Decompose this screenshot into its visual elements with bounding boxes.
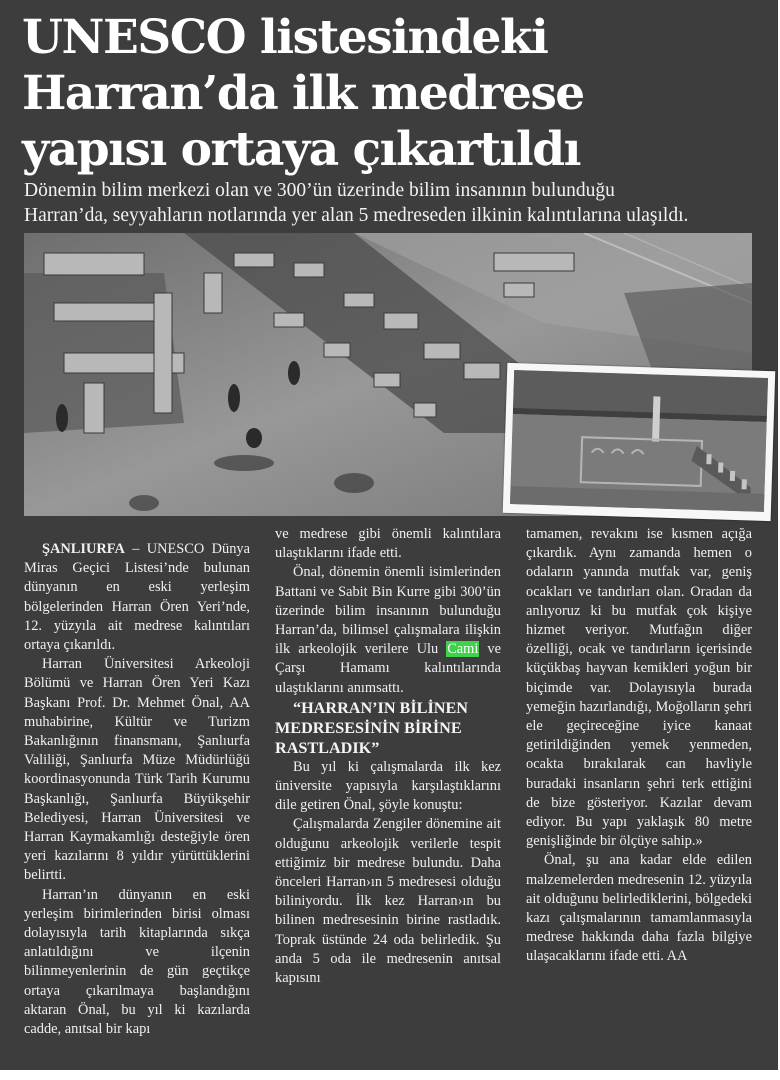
paragraph: Önal, dönemin önemli isimlerinden Battani ve Sabit Bin Kurre gibi 300’ün üzerinde bilim insanının bulunduğu Harran’da, bilimsel çalışmalara ilişkin ilk arkeolojik verilere Ulu Cami ve Çarşı Hamamı kalıntılarında ulaştıklarını anımsattı. [275,564,501,696]
headline-line: Harran’da ilk medrese [22,66,584,121]
article-body [24,526,756,1065]
headline [22,10,762,178]
paragraph: Çalışmalarda Zengiler dönemine ait olduğunu arkeolojik verilerle tespit ettiğimiz bir medrese bulundu. Daha önceleri Harran›ın 5 medresesi olduğu biliniyordu. İlk kez Harran›ın bu bilinen medresesinin birine rastladık. Toprak üstünde 24 oda belirledik. Şu anda 5 oda ile medresenin anıtsal kapısını [275,816,501,987]
subheading: “HARRAN’IN BİLİNEN MEDRESESİNİN BİRİNE RASTLADIK” [275,698,468,757]
deck-line: Harran’da, seyyahların notlarında yer alan 5 medreseden ilkinin kalıntılarına ulaşıldı. [24,205,689,226]
minaret [652,396,660,441]
harran-mosque-ruins-photo [510,370,768,512]
highlighted-word: Cami [447,641,479,658]
paragraph: Harran Üniversitesi Arkeoloji Bölümü ve Harran Ören Yeri Kazı Başkanı Prof. Dr. Mehmet Önal, AA muhabirine, Kültür ve Turizm Bakanlığının finansmanı, Şanlıurfa Valiliği, Şanlıurfa Müze Müdürlüğü koordinasyonunda Türk Tarih Kurumu Başkanlığı, Şanlıurfa Büyükşehir Belediyesi, Harran Üniversitesi ve Harran Kaymakamlığı desteğiyle ören yeri kazılarını 8 yıldır yürüttüklerini belirtti. [24,656,250,884]
paragraph: Bu yıl ki çalışmalarda ilk kez üniversite yapısıyla karşılaştıklarını dile getiren Önal, şöyle konuştu: [275,758,501,814]
article-column-1 [24,540,250,1039]
article-column-2 [275,525,501,988]
paragraph: Harran’ın dünyanın en eski yerleşim birimlerinden birisi olması dolayısıyla tarih kitaplarında sıkça anlatıldığını ve ilçenin bilinmeyenlerinin de gün geçtikçe ortaya çıkarılmaya başlandığını aktaran Önal, bu yıl ki kazılarda cadde, anıtsal bir kapı [24,886,250,1038]
headline-line: yapısı ortaya çıkartıldı [22,122,580,177]
inset-photo-art [510,370,768,512]
deck-subtitle [24,178,756,228]
inset-photo-frame [503,363,776,521]
paragraph: Önal, şu ana kadar elde edilen malzemelerden medresenin 12. yüzyıla ait olduğunu belirlediklerini, bölgedeki kazı çalışmalarının tamamlanmasıyla medrese hakkında daha fazla bilgiye ulaşacaklarını ifade etti. AA [526,852,752,965]
article-column-3 [526,525,752,967]
paragraph: tamamen, revakını ise kısmen açığa çıkardık. Aynı zamanda hemen o odaların yanında mutfak var, geniş ocakları ve tandırları olan. Oradan da anlıyoruz ki bu mutfak çok kişiye hizmet veriyor. Mutfağın diğer özelliği, ocak ve tandırların içerisinde küçükbaş hayvan kemikleri yoğun bir biçimde var. Dolayısıyla burada yemeğin hazırlandığı, Moğolların şehri ele geçireceğine iyice kanaat getirildiğinden yemek yenmeden, ocakta bırakılarak can havliyle buradaki insanların şehri terk ettiğini de bize gösteriyor. Kazılar devam ediyor. Bu yapı yaklaşık 80 metre genişliğinde bir ölçüye sahip.» [526,526,752,850]
headline-line: UNESCO listesindeki [22,10,548,65]
paragraph: ŞANLIURFA – UNESCO Dünya Miras Geçici Listesi’nde bulunan dünyanın en eski yerleşim bölgelerinden Harran Ören Yeri’nde, 12. yüzyıla ait medrese kalıntıları ortaya çıkarıldı. [24,541,250,654]
deck-line: Dönemin bilim merkezi olan ve 300’ün üzerinde bilim insanının bulunduğu [24,180,615,201]
dateline: ŞANLIURFA [42,541,125,557]
paragraph: ve medrese gibi önemli kalıntılara ulaştıklarını ifade etti. [275,526,501,562]
